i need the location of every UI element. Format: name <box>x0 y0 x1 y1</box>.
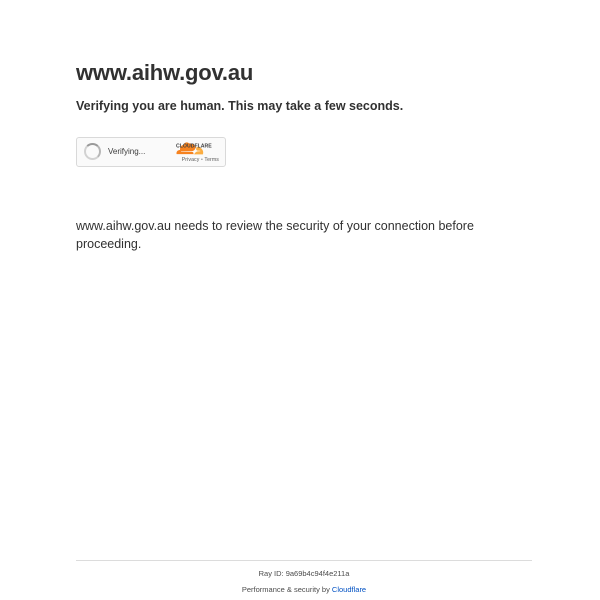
cloudflare-wordmark: CLOUDFLARE <box>176 143 212 150</box>
turnstile-legal-links[interactable] <box>175 158 219 163</box>
privacy-link[interactable]: Privacy <box>181 156 200 163</box>
cloudflare-link[interactable]: Cloudflare <box>331 585 367 594</box>
ray-id-label: Ray ID: <box>258 569 286 578</box>
ray-id-value: 9a69b4c94f4e211a <box>285 569 350 578</box>
link-separator: • <box>201 156 203 163</box>
turnstile-branding <box>175 141 219 163</box>
security-review-text: www.aihw.gov.au needs to review the security of your connection before proceeding. <box>76 218 474 251</box>
ray-id-line <box>76 569 532 578</box>
performance-line <box>76 585 532 594</box>
page-title: www.aihw.gov.au <box>76 60 254 85</box>
cloudflare-turnstile-widget[interactable] <box>76 137 226 167</box>
turnstile-status-label: Verifying... <box>108 147 146 157</box>
performance-label: Performance & security by <box>241 585 332 594</box>
page-footer <box>76 560 532 594</box>
terms-link[interactable]: Terms <box>204 156 219 163</box>
loading-spinner-icon <box>84 143 101 160</box>
challenge-content <box>76 60 536 265</box>
cloudflare-logo-icon <box>175 141 219 156</box>
verification-status-text: Verifying you are human. This may take a few seconds. <box>76 99 404 114</box>
